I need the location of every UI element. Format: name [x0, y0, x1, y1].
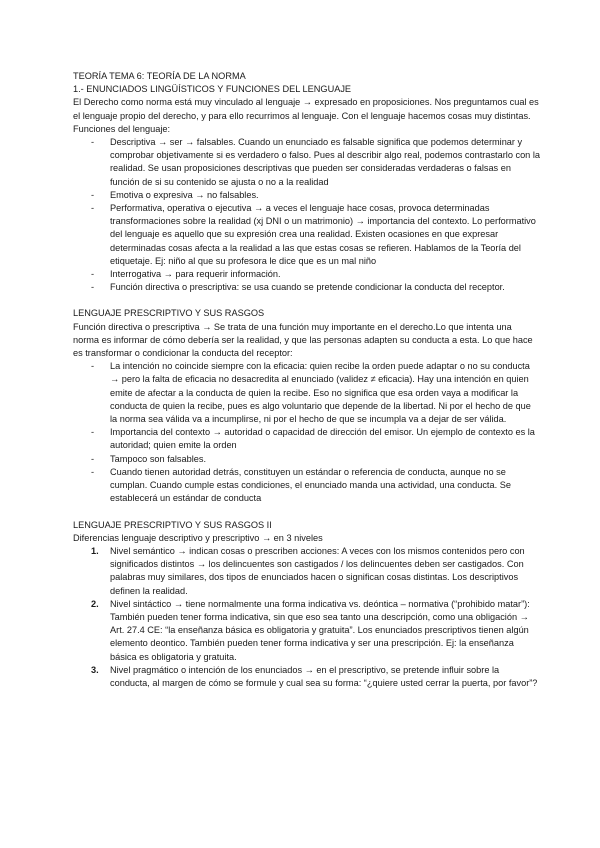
list-item — [73, 268, 540, 281]
dash-marker: - — [91, 427, 95, 438]
list-item — [73, 189, 540, 202]
list-item — [73, 281, 540, 294]
numbered-list — [73, 545, 540, 690]
section-language-functions — [73, 70, 540, 294]
list-item-text: Performativa, operativa o ejecutiva → a veces el lenguaje hace cosas, provoca determinadas transformaciones sobre la realidad (xj DNI o un matrimonio) → importancia del contexto. Lo performativo del lenguaje es aquello que su expresión crea una realidad. Existen ocasiones en que expresar determinadas cosas afecta a la realidad a las que estas cosas se refieren. Hablamos de la Teoría del etiquetaje. Ej: niño al que su profesora le dice que es un mal niño — [110, 203, 536, 266]
list-item — [73, 360, 540, 426]
dash-marker: - — [91, 269, 95, 280]
list-item-text: La intención no coincide siempre con la eficacia: quien recibe la orden puede adaptar o no su conducta → pero la falta de eficacia no desacredita al enunciado (validez ≠ eficacia). Hay una intención en quien emite de afectar a la conducta de quien la recibe. Eso no significa que esa orden vaya a modificar la conducta de quien la recibe, pues es algo voluntario que depende de la libertad. Ni por el hecho de que la norma sea válida va a incumplirse, ni por el hecho de que se incumpla va a dejar de ser válida. — [110, 361, 531, 425]
list-item — [73, 598, 540, 664]
dash-marker: - — [91, 453, 95, 464]
dash-marker: - — [91, 361, 95, 372]
list-item — [73, 202, 540, 268]
document-title: TEORÍA TEMA 6: TEORÍA DE LA NORMA — [73, 71, 246, 81]
dash-marker: - — [91, 137, 95, 148]
list-item-text: Importancia del contexto → autoridad o capacidad de dirección del emisor. Un ejemplo de contexto es la autoridad; quien emite la orden — [110, 427, 535, 451]
section-spacer — [73, 506, 540, 519]
list-item — [73, 136, 540, 189]
paragraph: El Derecho como norma está muy vinculado al lenguaje → expresado en proposiciones. Nos preguntamos cual es el lenguaje propio del derecho, y para ello recurrimos al lenguaje. Con el lenguaje hacemos cosas muy distintas. Funciones del lenguaje: — [73, 97, 539, 134]
list-item — [73, 426, 540, 452]
list-number: 1. — [91, 545, 99, 556]
list-item — [73, 466, 540, 506]
section-prescriptive-language-ii — [73, 519, 540, 691]
section-spacer — [73, 294, 540, 307]
dash-marker: - — [91, 282, 95, 293]
list-item-text: Función directiva o prescriptiva: se usa cuando se pretende condicionar la conducta del receptor. — [110, 282, 505, 293]
dash-marker: - — [91, 203, 95, 214]
dash-marker: - — [91, 466, 95, 477]
list-item-text: Interrogativa → para requerir información. — [110, 269, 281, 280]
section-heading: LENGUAJE PRESCRIPTIVO Y SUS RASGOS — [73, 308, 265, 319]
list-item — [73, 545, 540, 598]
list-item — [73, 453, 540, 466]
list-item-text: Descriptiva → ser → falsables. Cuando un enunciado es falsable significa que podemos determinar y comprobar objetivamente si es verdadero o falso. Pues al describir algo real, podemos contrastarlo con la realidad. Se usan proposiciones descriptivas que pueden ser consideradas verdaderas o falsas en función de si su contenido se ajusta o no a la realidad — [110, 137, 540, 187]
list-item-text: Cuando tienen autoridad detrás, constituyen un estándar o referencia de conducta, aunque no se cumplan. Cuando cumple estas condiciones, el enunciado manda una actividad, una conducta. Se establecerá un estándar de conducta — [110, 466, 511, 504]
paragraph: Función directiva o prescriptiva → Se trata de una función muy importante en el derecho.Lo que intenta una norma es informar de cómo debería ser la realidad, y que las personas adapten su conducta a esta. Lo que hace es transformar o condicionar la conducta del receptor: — [73, 321, 533, 359]
list-item-text: Emotiva o expresiva → no falsables. — [110, 189, 259, 200]
list-item-text: Nivel semántico → indican cosas o prescriben acciones: A veces con los mismos contenidos pero con significados distintos → los delincuentes son castigados / los delincuentes deben ser castigados. Con palabras muy similares, dos tipos de enunciados hacen o significan cosas distintas. Los descriptivos definen la realidad. — [110, 545, 525, 596]
bullet-list — [73, 360, 540, 505]
list-item-text: Tampoco son falsables. — [110, 453, 207, 464]
section-prescriptive-language — [73, 307, 540, 505]
list-item-text: Nivel pragmático o intención de los enunciados → en el prescriptivo, se pretende influir sobre la conducta, al margen de cómo se formule y cual sea su forma: “¿quiere usted cerrar la puerta, por favor”? — [110, 664, 538, 688]
dash-marker: - — [91, 189, 95, 200]
list-number: 2. — [91, 598, 99, 609]
list-item — [73, 664, 540, 690]
section-heading: LENGUAJE PRESCRIPTIVO Y SUS RASGOS II — [73, 519, 272, 530]
section-heading: 1.- ENUNCIADOS LINGÜÍSTICOS Y FUNCIONES DEL LENGUAJE — [73, 84, 352, 95]
bullet-list — [73, 136, 540, 294]
paragraph: Diferencias lenguaje descriptivo y prescriptivo → en 3 niveles — [73, 532, 323, 543]
list-item-text: Nivel sintáctico → tiene normalmente una forma indicativa vs. deóntica – normativa (“prohibido matar”): También pueden tener forma indicativa, sin que eso sea tanto una descripción, como una obligación → Art. 27.4 CE: “la enseñanza básica es obligatoria y gratuita”. Los enunciados prescriptivos tienen algún elemento deontico. También pueden tener forma indicativa y ser una prescripción. Ej: la enseñanza básica es obligatoria y gratuita. — [110, 598, 530, 662]
list-number: 3. — [91, 664, 99, 675]
